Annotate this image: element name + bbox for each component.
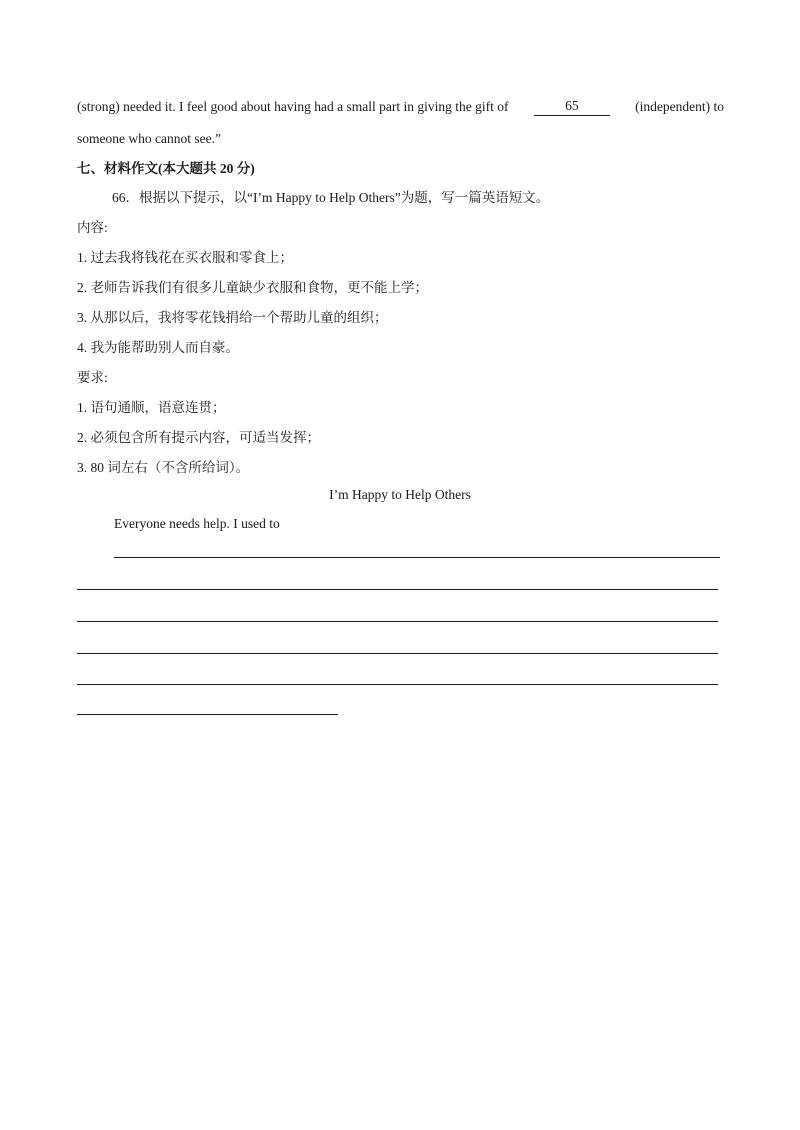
content-label: 内容: [77,220,108,235]
writing-line[interactable] [77,621,718,622]
writing-line[interactable] [114,557,720,558]
essay-opening: Everyone needs help. I used to [114,516,280,531]
requirement-item: 1. 语句通顺，语意连贯； [77,400,226,415]
passage-line-2: someone who cannot see.” [77,131,221,146]
answer-blank-65[interactable]: 65 [534,98,610,116]
content-item: 2. 老师告诉我们有很多儿童缺少衣服和食物，更不能上学； [77,280,428,295]
essay-title: I’m Happy to Help Others [329,487,471,502]
content-item: 4. 我为能帮助别人而自豪。 [77,340,239,355]
content-item: 1. 过去我将钱花在买衣服和零食上； [77,250,293,265]
writing-line[interactable] [77,714,338,715]
writing-line[interactable] [77,653,718,654]
passage-line-1 [77,98,724,116]
requirement-item: 3. 80 词左右（不含所给词）。 [77,460,250,475]
section-heading: 七、材料作文(本大题共 20 分) [77,161,255,176]
content-item: 3. 从那以后，我将零花钱捐给一个帮助儿童的组织； [77,310,388,325]
passage-text-after-blank: (independent) to [635,99,724,114]
passage-text-before-blank: (strong) needed it. I feel good about having had a small part in giving the gift of [77,99,509,114]
writing-line[interactable] [77,589,718,590]
question-prompt: 66．根据以下提示，以“I’m Happy to Help Others”为题，写一篇英语短文。 [112,190,550,205]
requirements-label: 要求: [77,370,108,385]
requirement-item: 2. 必须包含所有提示内容，可适当发挥； [77,430,320,445]
writing-line[interactable] [77,684,718,685]
